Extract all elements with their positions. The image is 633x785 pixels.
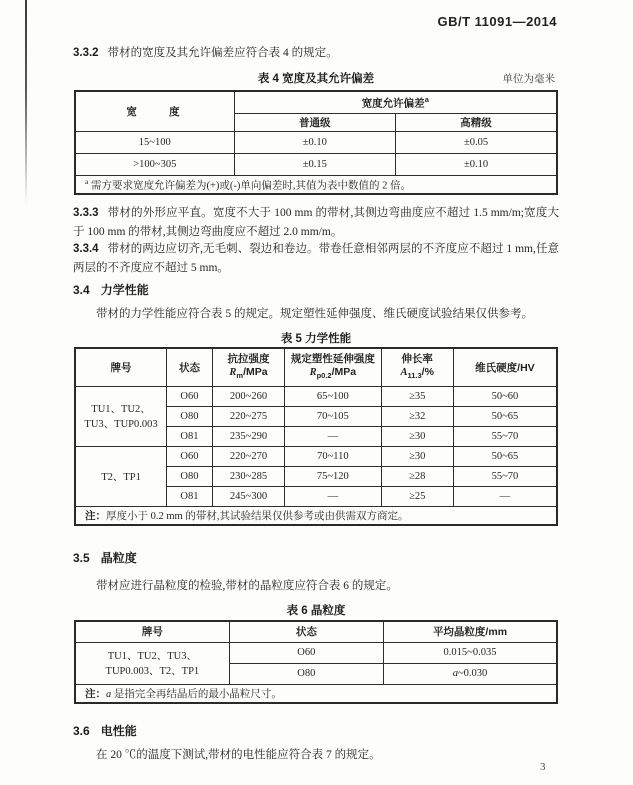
proof-cell: 65~100 (285, 386, 381, 406)
table6-grain-size (74, 620, 558, 704)
state-cell: O80 (167, 406, 213, 426)
table4-normal-tolerance: ±0.15 (234, 153, 395, 175)
table5-mechanical-properties (74, 347, 558, 526)
state-cell: O60 (229, 642, 383, 663)
table-row (75, 131, 557, 153)
hardness-cell: 55~70 (453, 466, 557, 486)
note-symbol: a (106, 688, 112, 700)
state-cell: O81 (167, 426, 213, 446)
table4-footnote-text: 需方要求宽度允许偏差为(+)或(-)单向偏差时,其值为表中数值的 2 倍。 (90, 180, 411, 191)
clause-text: 带材的两边应切齐,无毛刺、裂边和卷边。带卷任意相邻两层的不齐度应不超过 1 mm,任意两层的不齐度应不超过 5 mm。 (73, 243, 559, 274)
table-row (75, 642, 557, 663)
clause-text: 带材的外形应平直。宽度不大于 100 mm 的带材,其侧边弯曲度应不超过 1.5 mm/m;宽度大于 100 mm 的带材,其侧边弯曲度应不超过 2.0 mm/m。 (73, 207, 559, 238)
clause-text: 带材的宽度及其允许偏差应符合表 4 的规定。 (107, 47, 338, 59)
table5-header-tensile (212, 348, 284, 386)
tensile-cell: 245~300 (212, 486, 284, 506)
proof-cell: — (285, 426, 381, 446)
scan-artifact-line (25, 0, 27, 205)
heading-title: 晶粒度 (100, 551, 137, 565)
heading-number: 3.6 (73, 724, 90, 738)
table5-header-brand: 牌号 (75, 348, 167, 386)
table5-header-elongation-label: 伸长率 (401, 352, 433, 365)
table4-width-tolerance (74, 90, 558, 195)
hardness-cell: — (453, 486, 557, 506)
elongation-cell: ≥32 (381, 406, 453, 426)
table4-width-range: 15~100 (75, 131, 234, 153)
state-cell: O80 (229, 663, 383, 684)
table-row (75, 386, 557, 406)
state-cell: O81 (167, 486, 213, 506)
brand-line: TU1、TU2、 (91, 404, 151, 415)
table4-header-width: 宽 度 (75, 91, 234, 131)
grain-value: 0.015~0.035 (443, 647, 497, 658)
clause-3-4-text: 带材的力学性能应符合表 5 的规定。规定塑性延伸强度、维氏硬度试验结果仅供参考。 (96, 308, 533, 320)
elongation-cell: ≥28 (381, 466, 453, 486)
table4-normal-tolerance: ±0.10 (234, 131, 395, 153)
clause-3-3-2 (73, 44, 559, 63)
heading-3-4 (73, 281, 559, 298)
proof-cell: 70~110 (285, 446, 381, 466)
clause-number: 3.3.2 (73, 47, 99, 59)
tensile-cell: 235~290 (212, 426, 284, 446)
note-prefix: 注： (85, 687, 106, 700)
tensile-cell: 220~270 (212, 446, 284, 466)
tensile-subscript: m (236, 370, 244, 380)
table4-width-range: >100~305 (75, 153, 234, 175)
tensile-unit: /MPa (243, 365, 268, 378)
table-row (75, 153, 557, 175)
note-text: 是指完全再结晶后的最小晶粒尺寸。 (111, 688, 282, 700)
table4-footnote-sup: a (85, 176, 89, 186)
proof-cell: — (285, 486, 381, 506)
elongation-unit: /% (421, 365, 434, 378)
table4-header-tolerance (234, 91, 557, 113)
tensile-cell: 200~260 (212, 386, 284, 406)
clause-3-3-4 (73, 240, 559, 278)
table5-header-hardness: 维氏硬度/HV (453, 348, 557, 386)
table4-header-tolerance-label: 宽度允许偏差 (361, 97, 425, 109)
table4-footnote (75, 175, 557, 194)
table4-high-tolerance: ±0.05 (396, 131, 557, 153)
brand-line: T2、TP1 (101, 471, 141, 483)
table6-header-brand: 牌号 (75, 621, 229, 642)
clause-3-6-text: 在 20 ℃的温度下测试,带材的电性能应符合表 7 的规定。 (96, 749, 381, 761)
clause-number: 3.3.4 (73, 243, 99, 255)
table5-brand-group1 (75, 386, 167, 446)
heading-3-5 (73, 549, 559, 566)
table5-note (75, 506, 557, 525)
table6-header-grain: 平均晶粒度/mm (383, 621, 557, 642)
table6-note (75, 684, 557, 703)
elongation-cell: ≥35 (381, 386, 453, 406)
table-row (75, 446, 557, 466)
heading-title: 力学性能 (100, 283, 149, 297)
state-cell: O80 (167, 466, 213, 486)
table5-header-state: 状态 (167, 348, 213, 386)
brand-line: TU3、TUP0.003 (84, 419, 158, 430)
elongation-subscript: 11.3 (407, 370, 422, 380)
heading-number: 3.4 (73, 283, 90, 297)
table6-header-state: 状态 (229, 621, 383, 642)
table4-header-high-grade: 高精级 (396, 113, 557, 131)
brand-line: TU1、TU2、TU3、 (107, 651, 197, 662)
brand-line: TUP0.003、T2、TP1 (105, 666, 200, 677)
state-cell: O60 (167, 386, 213, 406)
tensile-cell: 230~285 (212, 466, 284, 486)
clause-number: 3.3.3 (73, 207, 99, 219)
grain-cell (383, 642, 557, 663)
elongation-cell: ≥30 (381, 426, 453, 446)
table4-header-tolerance-sup: a (424, 94, 429, 104)
table4-header-normal-grade: 普通级 (234, 113, 395, 131)
proof-cell: 70~105 (285, 406, 381, 426)
table4-caption: 表 4 宽度及其允许偏差 (257, 73, 375, 85)
table4-unit-note: 单位为毫米 (502, 74, 555, 85)
standard-number-header: GB/T 11091—2014 (437, 14, 557, 29)
tensile-symbol: R (229, 366, 237, 378)
grain-cell (383, 663, 557, 684)
page-number: 3 (540, 761, 546, 773)
hardness-cell: 50~60 (453, 386, 557, 406)
state-cell: O60 (167, 446, 213, 466)
elongation-cell: ≥30 (381, 446, 453, 466)
note-text: 厚度小于 0.2 mm 的带材,其试验结果仅供参考或由供需双方商定。 (106, 510, 409, 522)
table5-brand-group2 (75, 446, 167, 506)
elongation-cell: ≥25 (381, 486, 453, 506)
table4-high-tolerance: ±0.10 (396, 153, 557, 175)
table5-header-tensile-label: 抗拉强度 (227, 352, 270, 365)
table5-header-proof (285, 348, 381, 386)
note-prefix: 注： (85, 509, 106, 522)
proof-subscript: p0.2 (316, 370, 332, 380)
table6-brand-group (75, 642, 229, 684)
table5-header-elongation (381, 348, 453, 386)
heading-3-6 (73, 722, 559, 739)
heading-title: 电性能 (100, 724, 137, 738)
table5-header-proof-label: 规定塑性延伸强度 (290, 352, 375, 365)
tensile-cell: 220~275 (212, 406, 284, 426)
table6-caption: 表 6 晶粒度 (286, 605, 346, 617)
table5-caption: 表 5 力学性能 (280, 333, 352, 345)
proof-cell: 75~120 (285, 466, 381, 486)
hardness-cell: 50~65 (453, 446, 557, 466)
proof-unit: /MPa (331, 365, 357, 378)
heading-number: 3.5 (73, 551, 90, 565)
hardness-cell: 50~65 (453, 406, 557, 426)
hardness-cell: 55~70 (453, 426, 557, 446)
clause-3-3-3 (73, 204, 559, 242)
grain-symbol: a (452, 668, 458, 679)
clause-3-5-text: 带材应进行晶粒度的检验,带材的晶粒度应符合表 6 的规定。 (96, 580, 398, 592)
grain-value: ~0.030 (457, 668, 488, 679)
elongation-symbol: A (400, 366, 408, 378)
proof-symbol: R (309, 366, 317, 378)
